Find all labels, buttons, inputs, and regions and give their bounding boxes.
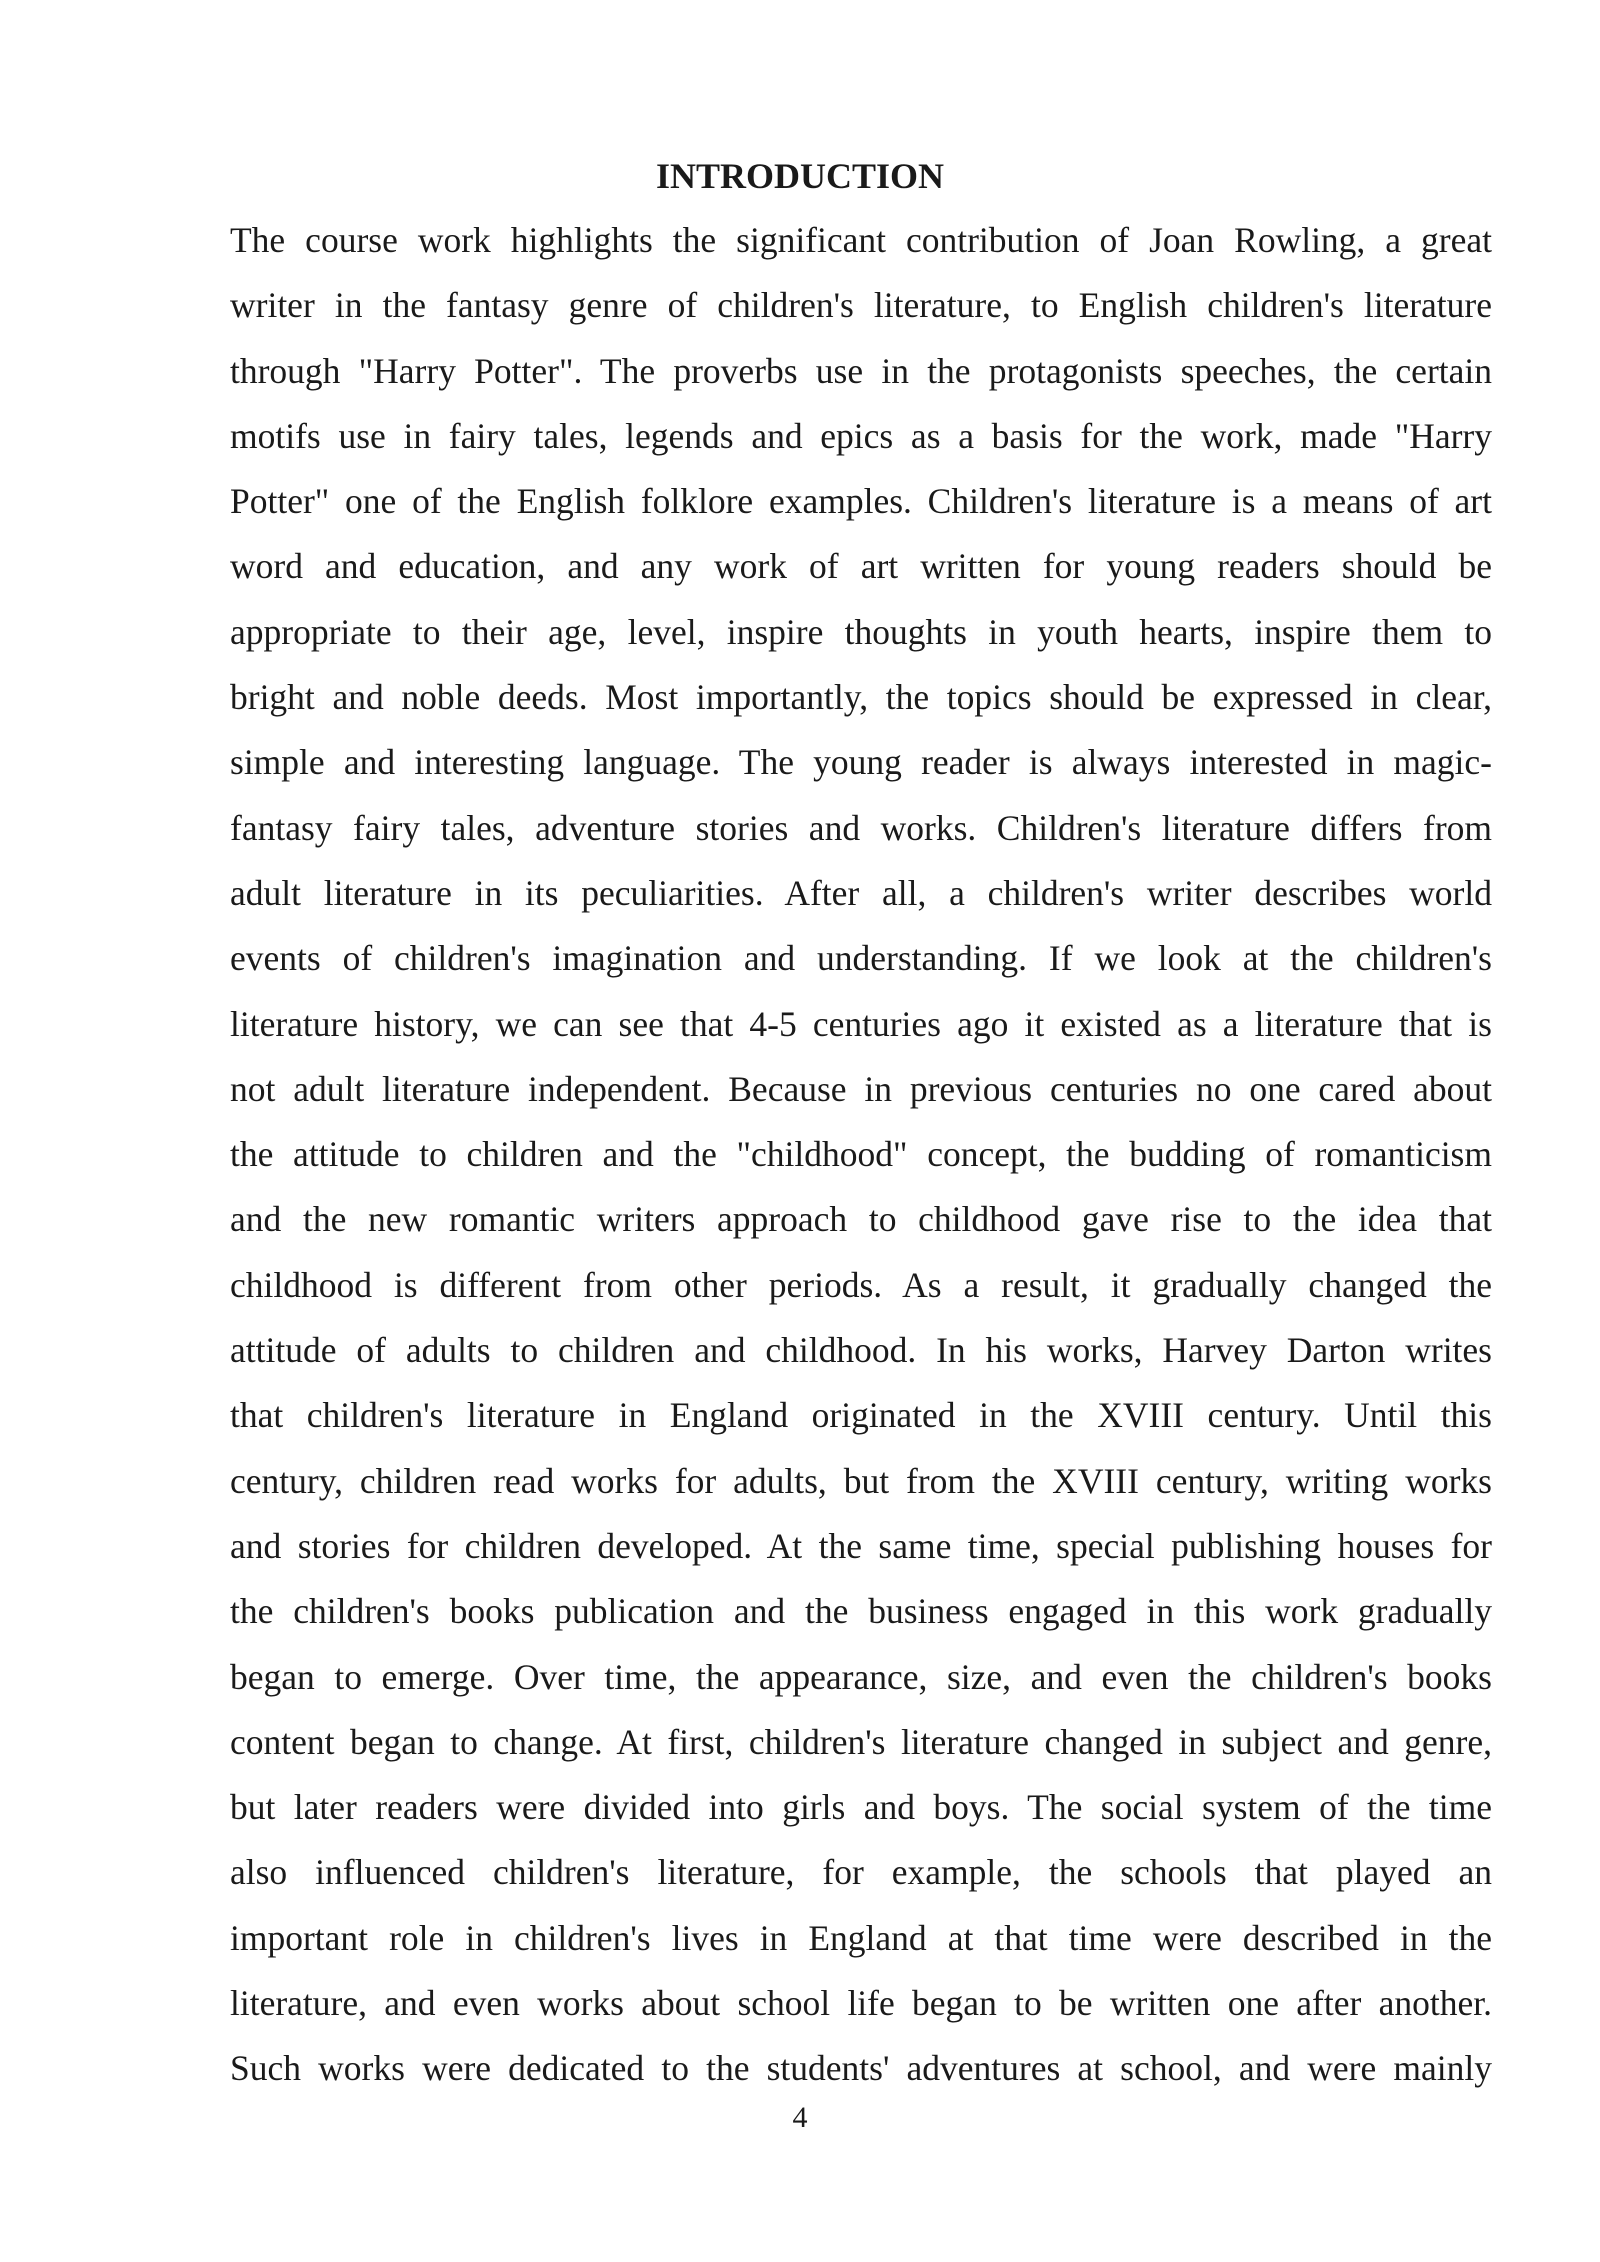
- text-line: appropriate to their age, level, inspire thoughts in youth hearts, inspire them to: [230, 611, 1492, 652]
- text-line: and stories for children developed. At the same time, special publishing houses for: [230, 1525, 1492, 1566]
- text-line: bright and noble deeds. Most importantly, the topics should be expressed in clear,: [230, 677, 1492, 718]
- text-line: word and education, and any work of art written for young readers should be: [230, 546, 1492, 587]
- text-line: through "Harry Potter". The proverbs use in the protagonists speeches, the certain: [230, 350, 1492, 391]
- text-line: that children's literature in England originated in the XVIII century. Until this: [230, 1395, 1492, 1436]
- text-line: literature, and even works about school life began to be written one after another.: [230, 1983, 1492, 2024]
- text-line: childhood is different from other periods. As a result, it gradually changed the: [230, 1264, 1492, 1305]
- text-line: The course work highlights the significant contribution of Joan Rowling, a great: [230, 220, 1492, 260]
- text-line: century, children read works for adults, but from the XVIII century, writing works: [230, 1460, 1492, 1501]
- text-line: simple and interesting language. The young reader is always interested in magic-: [230, 742, 1492, 783]
- section-title: INTRODUCTION: [655, 156, 945, 196]
- text-line: the attitude to children and the "childhood" concept, the budding of romanticism: [230, 1134, 1492, 1175]
- text-line: Potter" one of the English folklore examples. Children's literature is a means of art: [230, 481, 1492, 522]
- text-line: attitude of adults to children and childhood. In his works, Harvey Darton writes: [230, 1330, 1492, 1371]
- text-line: writer in the fantasy genre of children's literature, to English children's literature: [230, 285, 1492, 326]
- body-text: [230, 214, 1492, 2108]
- text-line: content began to change. At first, children's literature changed in subject and genre,: [230, 1721, 1492, 1762]
- text-line: events of children's imagination and understanding. If we look at the children's: [230, 938, 1492, 979]
- text-line: fantasy fairy tales, adventure stories and works. Children's literature differs from: [230, 807, 1492, 848]
- text-line: but later readers were divided into girls and boys. The social system of the time: [230, 1787, 1492, 1828]
- text-line: motifs use in fairy tales, legends and epics as a basis for the work, made "Harry: [230, 415, 1492, 456]
- text-line: important role in children's lives in England at that time were described in the: [230, 1917, 1492, 1958]
- page-number: 4: [792, 2101, 808, 2134]
- text-line: and the new romantic writers approach to childhood gave rise to the idea that: [230, 1199, 1492, 1240]
- text-line: Such works were dedicated to the students' adventures at school, and were mainly: [230, 2048, 1492, 2089]
- text-line: began to emerge. Over time, the appearance, size, and even the children's books: [230, 1656, 1492, 1697]
- text-line: adult literature in its peculiarities. After all, a children's writer describes world: [230, 872, 1492, 913]
- text-line: the children's books publication and the business engaged in this work gradually: [230, 1591, 1492, 1632]
- text-line: also influenced children's literature, for example, the schools that played an: [230, 1852, 1492, 1893]
- text-line: not adult literature independent. Because in previous centuries no one cared about: [230, 1068, 1492, 1109]
- text-line: literature history, we can see that 4-5 centuries ago it existed as a literature that is: [230, 1003, 1492, 1044]
